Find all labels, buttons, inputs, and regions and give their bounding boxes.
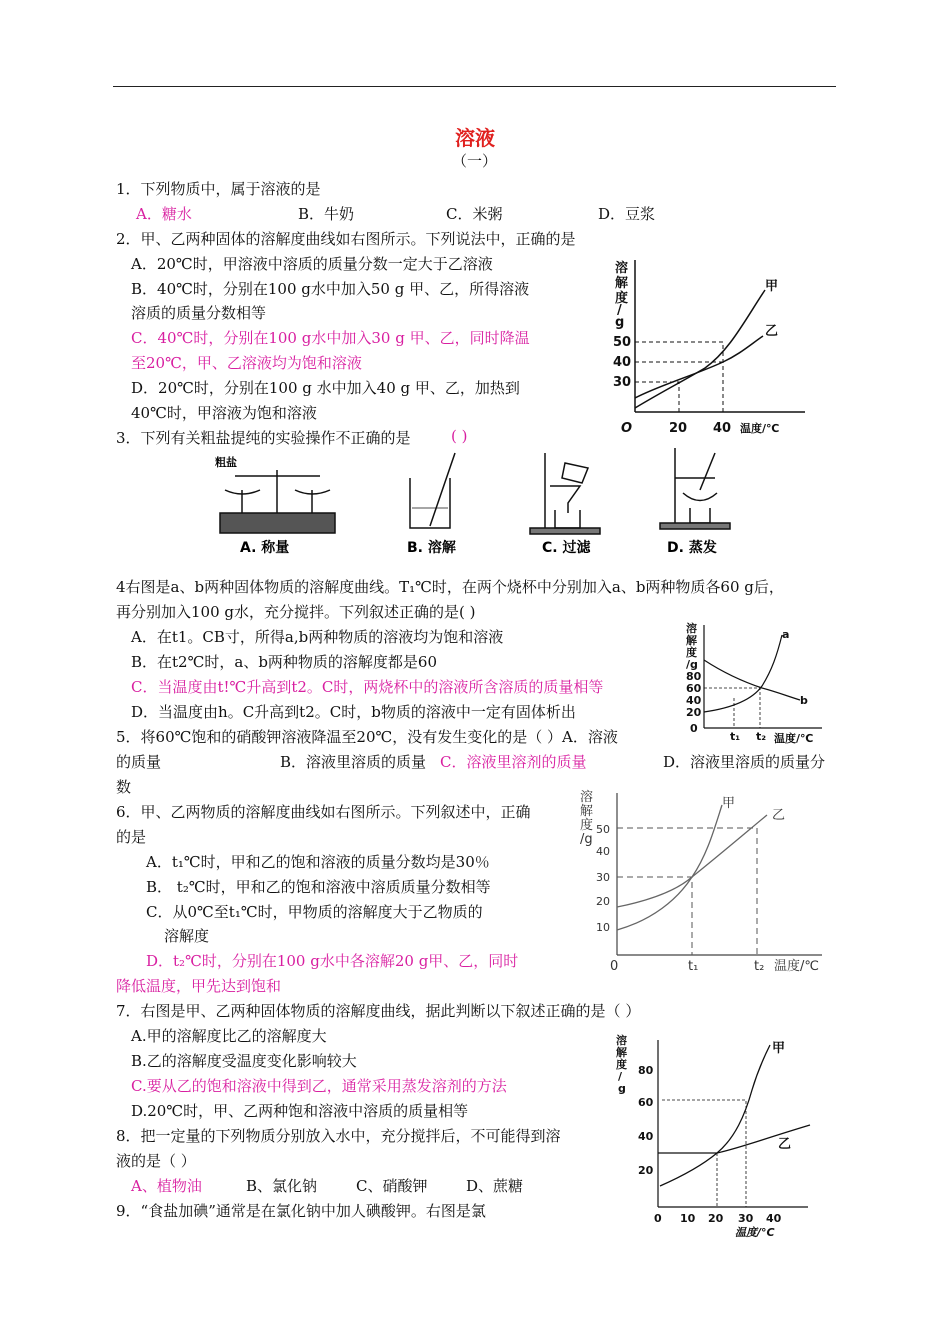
chart2-xlabel: 温度/℃ — [774, 732, 814, 745]
q2-option-b-cont: 溶质的质量分数相等 — [131, 304, 267, 322]
q7-stem: 7．右图是甲、乙两种固体物质的溶解度曲线，据此判断以下叙述正确的是（ ） — [116, 1002, 641, 1020]
chart1-origin: O — [621, 421, 633, 436]
chart4-ylabel-1: 溶 — [616, 1034, 627, 1047]
chart3-ytick-20: 20 — [596, 895, 610, 908]
chart3-xtick-t1: t₁ — [688, 959, 699, 974]
q1-option-a: A．糖水 — [136, 205, 192, 223]
chart3-xtick-0: 0 — [610, 959, 619, 974]
chart4-ytick-80: 80 — [638, 1064, 654, 1077]
chart4-xtick-30: 30 — [738, 1212, 754, 1225]
chart2-ytick-60: 60 — [686, 682, 702, 695]
chart4-xtick-0: 0 — [654, 1212, 662, 1225]
chart2-ylabel-1: 溶 — [686, 622, 697, 635]
q3-label-d: D. 蒸发 — [667, 540, 717, 556]
q7-option-b: B.乙的溶解度受温度变化影响较大 — [131, 1052, 357, 1070]
q8-option-d: D、蔗糖 — [466, 1177, 524, 1195]
q3-label-a: A. 称量 — [240, 540, 290, 556]
filter-illustration — [530, 453, 600, 534]
chart2-ytick-0: 0 — [690, 722, 698, 735]
lab-operations-figure — [210, 448, 630, 558]
q2-option-d-cont: 40℃时，甲溶液为饱和溶液 — [131, 404, 317, 422]
chart1-ylabel-5: g — [615, 315, 625, 330]
q5-line1: 5．将60℃饱和的硝酸钾溶液降温至20℃，没有发生变化的是（ ）A．溶液 — [116, 728, 618, 746]
q4-option-d: D．当温度由h。C升高到t2。C时，b物质的溶液中一定有固体析出 — [131, 703, 576, 721]
chart2-ylabel-4: /g — [686, 658, 698, 671]
chart4-xlabel: 温度/°C — [735, 1226, 775, 1239]
beaker-illustration — [410, 453, 455, 528]
chart3-xlabel: 温度/℃ — [774, 959, 819, 974]
q9-line1: 9．“食盐加碘”通常是在氯化钠中加人碘酸钾。右图是氯 — [116, 1202, 486, 1220]
chart2-series-a: a — [782, 628, 790, 641]
chart2-curve-a — [704, 635, 782, 712]
chart3-xtick-t2: t₂ — [754, 959, 765, 974]
q4-line1: 4右图是a、b两种固体物质的溶解度曲线。T₁℃时，在两个烧杯中分别加入a、b两种物质各60 g后， — [116, 578, 784, 596]
q2-option-a: A．20℃时，甲溶液中溶质的质量分数一定大于乙溶液 — [131, 255, 493, 273]
q8-option-a: A、植物油 — [131, 1177, 202, 1195]
chart2-ylabel-3: 度 — [686, 646, 697, 659]
chart3-curve-jia — [617, 805, 722, 930]
chart3-ylabel-4: /g — [580, 832, 593, 847]
chart3-ytick-50: 50 — [596, 823, 610, 836]
page-title: 溶液 — [455, 126, 495, 150]
chart3-series-yi: 乙 — [772, 808, 786, 823]
coarse-salt-tag: 粗盐 — [215, 456, 237, 469]
solubility-chart-2 — [682, 620, 832, 748]
chart4-ylabel-2: 解 — [616, 1046, 627, 1059]
q3-paren: ( ) — [451, 427, 468, 445]
top-rule — [113, 86, 836, 87]
chart4-ylabel-5: g — [618, 1082, 626, 1095]
q4-option-b: B．在t2℃时，a、b两种物质的溶解度都是60 — [131, 653, 438, 671]
chart4-xtick-40: 40 — [766, 1212, 782, 1225]
chart1-xlabel: 温度/℃ — [740, 422, 780, 435]
q7-option-a: A.甲的溶解度比乙的溶解度大 — [131, 1027, 327, 1045]
q4-option-a: A．在t1。CB寸，所得a,b两种物质的溶液均为饱和溶液 — [131, 628, 504, 646]
q8-line2: 液的是（ ） — [116, 1152, 196, 1170]
chart1-series-yi: 乙 — [765, 324, 779, 339]
q4-line2: 再分别加入100 g水，充分搅拌。下列叙述正确的是( ) — [116, 603, 476, 621]
chart2-series-b: b — [800, 694, 808, 707]
chart2-guide-t2 — [704, 688, 760, 728]
chart2-ytick-40: 40 — [686, 694, 702, 707]
chart1-ylabel-4: / — [617, 303, 622, 318]
chart1-xtick-20: 20 — [669, 421, 688, 436]
q1-option-b: B．牛奶 — [298, 205, 355, 223]
q6-line1: 6．甲、乙两物质的溶解度曲线如右图所示。下列叙述中，正确 — [116, 803, 531, 821]
q6-option-c: C．从0℃至t₁℃时，甲物质的溶解度大于乙物质的 — [146, 903, 483, 921]
chart2-curve-b — [704, 660, 800, 700]
q6-option-d-cont: 降低温度，甲先达到饱和 — [116, 977, 282, 995]
q8-option-b: B、氯化钠 — [246, 1177, 318, 1195]
chart4-series-yi: 乙 — [778, 1137, 792, 1152]
q5-option-d: D．溶液里溶质的质量分 — [663, 753, 826, 771]
chart4-curve-jia — [660, 1045, 770, 1186]
q2-stem: 2．甲、乙两种固体的溶解度曲线如右图所示。下列说法中，正确的是 — [116, 230, 576, 248]
chart4-ytick-40: 40 — [638, 1130, 654, 1143]
chart4-ylabel-3: 度 — [616, 1058, 627, 1071]
q3-stem: 3．下列有关粗盐提纯的实验操作不正确的是 — [116, 429, 411, 447]
q2-option-c-cont: 至20℃，甲、乙溶液均为饱和溶液 — [131, 354, 362, 372]
chart1-series-jia: 甲 — [765, 279, 779, 294]
chart1-curve-yi — [635, 336, 763, 398]
q5-option-b: B．溶液里溶质的质量 — [280, 753, 427, 771]
q5-option-d-cont: 数 — [116, 778, 132, 796]
evaporation-figure — [655, 448, 735, 558]
q6-option-b: B． t₂℃时，甲和乙的饱和溶液中溶质质量分数相等 — [146, 878, 491, 896]
chart2-ylabel-2: 解 — [686, 634, 697, 647]
page-subtitle: （一） — [452, 152, 498, 170]
q8-option-c: C、硝酸钾 — [356, 1177, 428, 1195]
solubility-chart-1 — [605, 250, 815, 440]
chart3-ytick-10: 10 — [596, 921, 610, 934]
chart3-ylabel-2: 解 — [580, 804, 594, 819]
chart4-ytick-20: 20 — [638, 1164, 654, 1177]
q2-option-b: B．40℃时，分别在100 g水中加入50 g 甲、乙，所得溶液 — [131, 280, 530, 298]
chart3-ylabel-3: 度 — [580, 818, 594, 833]
chart3-ylabel-1: 溶 — [580, 790, 594, 805]
q7-option-c: C.要从乙的饱和溶液中得到乙，通常采用蒸发溶剂的方法 — [131, 1077, 507, 1095]
chart2-xtick-t1: t₁ — [730, 730, 741, 743]
q6-option-a: A．t₁℃时，甲和乙的饱和溶液的质量分数均是30％ — [146, 853, 490, 871]
chart3-ytick-40: 40 — [596, 845, 610, 858]
chart1-ytick-30: 30 — [613, 375, 632, 390]
solubility-chart-4 — [610, 1030, 820, 1240]
chart3-guide-30 — [617, 877, 692, 955]
q4-option-c: C．当温度由t!℃升高到t2。C时，两烧杯中的溶液所含溶质的质量相等 — [131, 678, 604, 696]
q6-option-d: D．t₂℃时，分别在100 g水中各溶解20 g甲、乙，同时 — [146, 952, 519, 970]
q2-option-d: D．20℃时，分别在100 g 水中加入40 g 甲、乙，加热到 — [131, 379, 520, 397]
chart3-guide-50 — [617, 828, 757, 955]
chart3-series-jia: 甲 — [722, 796, 736, 811]
chart1-ylabel-1: 溶 — [615, 261, 629, 276]
chart1-xtick-40: 40 — [713, 421, 732, 436]
q1-option-c: C．米粥 — [446, 205, 503, 223]
chart1-ytick-40: 40 — [613, 355, 632, 370]
q6-line2: 的是 — [116, 828, 147, 846]
q5-option-a-cont: 的质量 — [116, 753, 162, 771]
chart2-ytick-20: 20 — [686, 706, 702, 719]
chart4-xtick-10: 10 — [680, 1212, 696, 1225]
balance-illustration — [220, 470, 335, 533]
q3-label-c: C. 过滤 — [542, 540, 591, 556]
chart4-ytick-60: 60 — [638, 1096, 654, 1109]
chart2-xtick-t2: t₂ — [756, 730, 767, 743]
chart4-xtick-20: 20 — [708, 1212, 724, 1225]
chart1-ytick-50: 50 — [613, 335, 632, 350]
q6-option-c-cont: 溶解度 — [164, 927, 210, 945]
q1-option-d: D．豆浆 — [598, 205, 656, 223]
chart4-ylabel-4: / — [618, 1070, 623, 1083]
q2-option-c: C．40℃时，分别在100 g水中加入30 g 甲、乙，同时降温 — [131, 329, 530, 347]
solubility-chart-3 — [572, 785, 832, 980]
q1-stem: 1．下列物质中，属于溶液的是 — [116, 180, 321, 198]
chart2-ytick-80: 80 — [686, 670, 702, 683]
chart1-ylabel-3: 度 — [615, 291, 629, 306]
chart3-ytick-30: 30 — [596, 871, 610, 884]
chart1-ylabel-2: 解 — [615, 276, 629, 291]
q3-label-b: B. 溶解 — [407, 540, 456, 556]
q7-option-d: D.20℃时，甲、乙两种饱和溶液中溶质的质量相等 — [131, 1102, 469, 1120]
chart4-series-jia: 甲 — [772, 1041, 786, 1056]
q8-line1: 8．把一定量的下列物质分别放入水中，充分搅拌后，不可能得到溶 — [116, 1127, 561, 1145]
q5-option-c: C．溶液里溶剂的质量 — [440, 753, 587, 771]
